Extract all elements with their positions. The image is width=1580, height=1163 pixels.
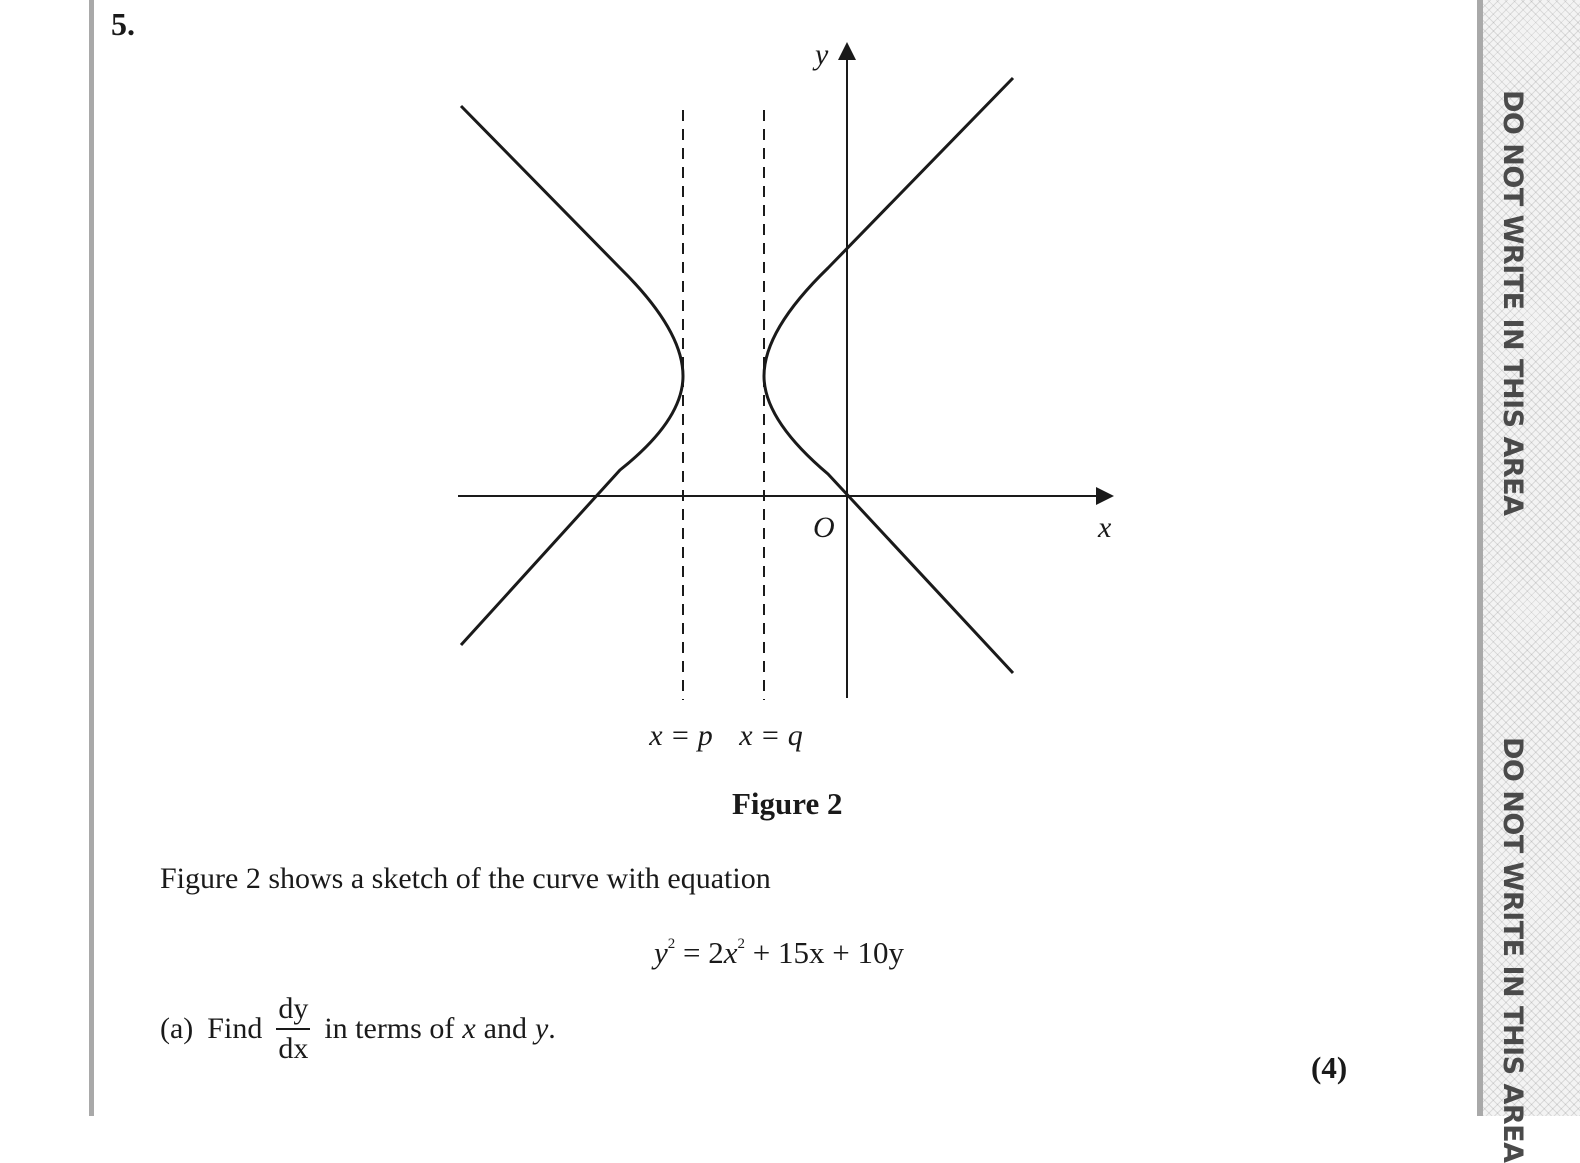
part-a-find: Find <box>207 1012 263 1045</box>
origin-label: O <box>813 511 835 544</box>
x-axis-label: x <box>1098 511 1112 544</box>
equation-rest: + 15x + 10y <box>745 935 904 970</box>
y-axis-label: y <box>815 38 829 71</box>
curve-equation <box>654 935 904 971</box>
part-a-var-x: x <box>462 1012 476 1045</box>
part-a <box>160 994 556 1064</box>
part-a-end: . <box>548 1012 556 1045</box>
equation-mid: = 2 <box>675 935 724 970</box>
equation-exponent-2: 2 <box>737 936 746 952</box>
asymptote-p-label: x = p <box>649 719 713 752</box>
part-a-and: and <box>483 1012 527 1045</box>
fraction-numerator: dy <box>276 994 310 1030</box>
margin-warning-bottom: DO NOT WRITE IN THIS AREA <box>1497 737 1528 1163</box>
question-number: 5. <box>111 6 135 42</box>
asymptote-q-label: x = q <box>739 719 803 752</box>
y-axis-arrow <box>838 42 856 60</box>
marks-allocation: (4) <box>1311 1050 1348 1085</box>
equation-exponent-1: 2 <box>667 936 676 952</box>
part-a-in-terms-of: in terms of <box>324 1012 455 1045</box>
curve-left-branch <box>461 106 683 645</box>
intro-text: Figure 2 shows a sketch of the curve with equation <box>160 862 771 895</box>
margin-warning-top: DO NOT WRITE IN THIS AREA <box>1497 90 1528 516</box>
part-a-var-y: y <box>534 1012 549 1045</box>
x-axis-arrow <box>1096 487 1114 505</box>
part-a-label: (a) <box>160 1012 194 1045</box>
fraction-denominator: dx <box>278 1032 309 1065</box>
equation-y: y <box>654 935 668 970</box>
equation-x: x <box>723 935 738 970</box>
curve-right-branch <box>764 78 1013 673</box>
figure-caption: Figure 2 <box>732 786 843 821</box>
derivative-fraction <box>276 994 310 1064</box>
